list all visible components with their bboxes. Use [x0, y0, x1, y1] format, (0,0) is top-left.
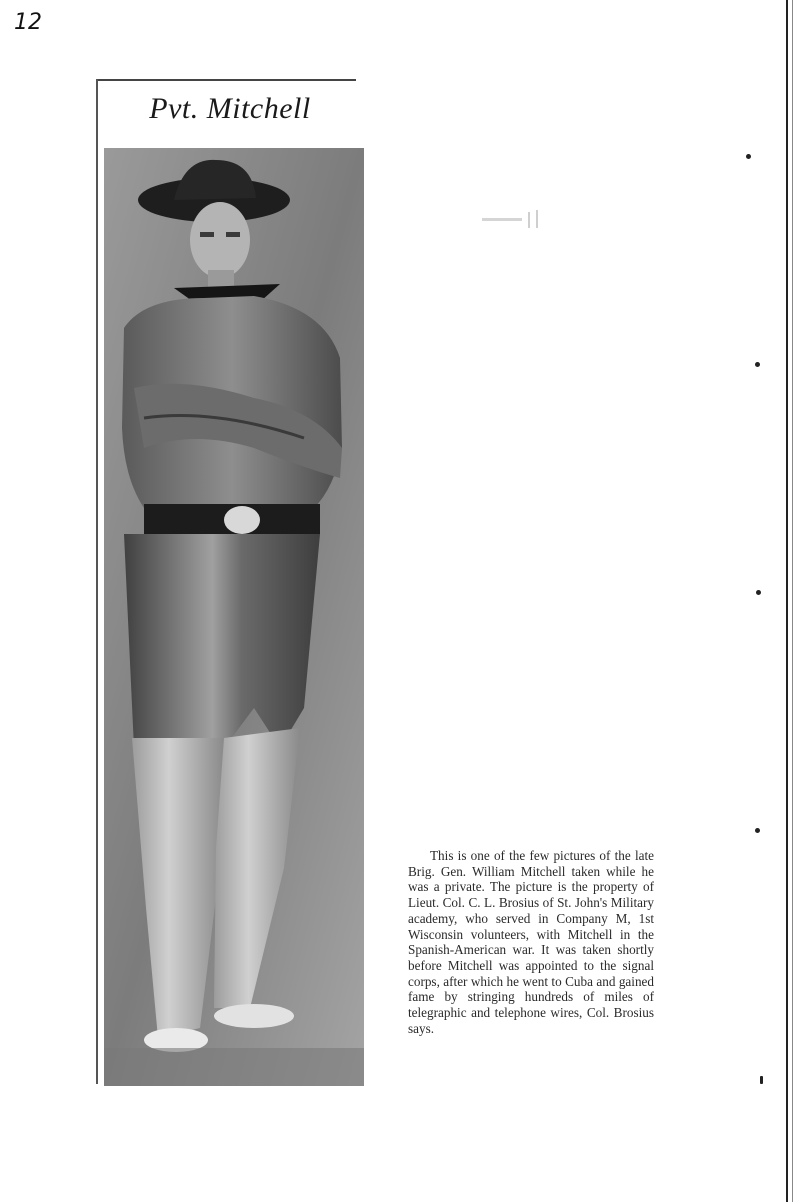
- face: [190, 202, 250, 278]
- trousers: [124, 534, 320, 748]
- faint-bleedthrough: [478, 208, 558, 230]
- soldier-photograph: [104, 148, 364, 1086]
- soldier-photo-drawing: [104, 148, 364, 1086]
- clipping-top-rule: [96, 79, 356, 81]
- belt-buckle: [224, 506, 260, 534]
- photo-caption: This is one of the few pictures of the late Brig. Gen. William Mitchell taken while he was a private. The picture is the property of Lieut. Col. C. L. Brosius of St. John's Military academy, who served in Company M, 1st Wisconsin volunteers, with Mitchell in the Spanish-American war. It was taken shortly before Mitchell was appointed to the signal corps, after which he went to Cuba and gained fame by stringing hundreds of miles of telegraphic and telephone wires, Col. Brosius says.: [408, 848, 654, 1036]
- floor: [104, 1048, 364, 1086]
- margin-mark: [760, 1076, 763, 1084]
- page-number: 12: [14, 10, 42, 35]
- clipping-headline: Pvt. Mitchell: [149, 92, 311, 125]
- right-eye: [226, 232, 240, 237]
- left-eye: [200, 232, 214, 237]
- margin-mark: [756, 590, 761, 595]
- page-edge-shadow: [792, 0, 793, 1202]
- clipping-left-rule: [96, 79, 98, 1084]
- margin-mark: [746, 154, 751, 159]
- margin-mark: [755, 828, 760, 833]
- page-edge-line: [786, 0, 788, 1202]
- right-shoe: [214, 1004, 294, 1028]
- margin-mark: [755, 362, 760, 367]
